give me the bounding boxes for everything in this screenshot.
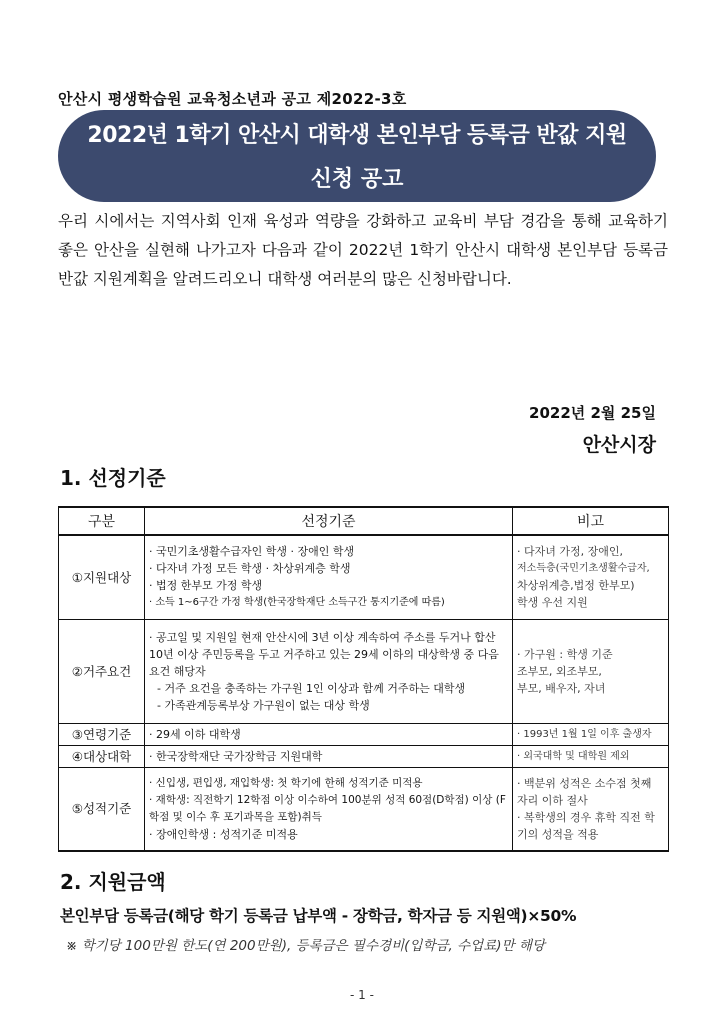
- title-banner: [58, 110, 656, 202]
- remark-line: 차상위계층,법정 한부모): [517, 579, 635, 593]
- column-header: 선정기준: [145, 507, 513, 535]
- remark-line: 부모, 배우자, 자녀: [517, 681, 606, 695]
- title-line-1: 2022년 1학기 안산시 대학생 본인부담 등록금 반값 지원: [87, 123, 627, 148]
- column-header: 구분: [59, 507, 145, 535]
- notice-date: 2022년 2월 25일: [529, 404, 656, 422]
- remark-line: · 가구원 : 학생 기준: [517, 647, 613, 661]
- intro-paragraph: 우리 시에서는 지역사회 인재 육성과 역량을 강화하고 교육비 부담 경감을 통해 교육하기 좋은 안산을 실현해 나가고자 다음과 같이 2022년 1학기 안산시 대학생 본인부담 등록금 반값 지원계획을 알려드리오니 대학생 여러분의 많은 신청바랍니다.: [58, 212, 668, 288]
- row-category: ③연령기준: [59, 723, 145, 745]
- criteria-line: · 소득 1~6구간 가정 학생(한국장학재단 소득구간 통지기준에 따름): [149, 597, 445, 609]
- criteria-line: · 법정 한부모 가정 학생: [149, 579, 263, 593]
- row-remarks: [513, 619, 669, 723]
- row-category: ②거주요건: [59, 619, 145, 723]
- row-remarks: [513, 723, 669, 745]
- row-category: ①지원대상: [59, 535, 145, 619]
- criteria-line: - 거주 요건을 충족하는 가구원 1인 이상과 함께 거주하는 대학생: [157, 681, 466, 695]
- row-category: ④대상대학: [59, 745, 145, 767]
- notice-number: 안산시 평생학습원 교육청소년과 공고 제2022-3호: [58, 90, 407, 108]
- table-header-row: [59, 507, 669, 535]
- table-row: [59, 535, 669, 619]
- remark-line: · 1993년 1월 1일 이후 출생자: [517, 728, 652, 740]
- remark-line: · 복학생의 경우 휴학 직전 학기의 성적을 적용: [517, 810, 655, 841]
- row-criteria: [145, 767, 513, 851]
- criteria-line: · 재학생: 직전학기 12학점 이상 이수하여 100분위 성적 60점(D학점) 이상 (F학점 및 이수 후 포기과목을 포함)취득: [149, 793, 506, 823]
- table-row: [59, 723, 669, 745]
- column-header: 비고: [513, 507, 669, 535]
- criteria-line: · 한국장학재단 국가장학금 지원대학: [149, 749, 323, 763]
- table-row: [59, 619, 669, 723]
- criteria-line: · 장애인학생 : 성적기준 미적용: [149, 827, 298, 841]
- section-1-heading: 1. 선정기준: [60, 466, 166, 490]
- remark-line: 조부모, 외조부모,: [517, 664, 602, 678]
- row-category: ⑤성적기준: [59, 767, 145, 851]
- row-criteria: [145, 745, 513, 767]
- criteria-line: · 공고일 및 지원일 현재 안산시에 3년 이상 계속하여 주소를 두거나 합산 10년 이상 주민등록을 두고 거주하고 있는 29세 이하의 대상학생 중 다음 요건 해당자: [149, 630, 499, 678]
- criteria-line: · 국민기초생활수급자인 학생 · 장애인 학생: [149, 545, 355, 559]
- row-remarks: [513, 745, 669, 767]
- remark-line: · 다자녀 가정, 장애인,: [517, 545, 623, 559]
- support-amount-note: ※ 학기당 100만원 한도(연 200만원), 등록금은 필수경비(입학금, 수업료)만 해당: [66, 938, 545, 954]
- table-row: [59, 745, 669, 767]
- row-criteria: [145, 535, 513, 619]
- table-row: [59, 767, 669, 851]
- remark-line: · 백분위 성적은 소수점 첫째 자리 이하 절사: [517, 776, 652, 807]
- title-line-2: 신청 공고: [310, 167, 404, 192]
- section-2-heading: 2. 지원금액: [60, 870, 166, 894]
- criteria-line: - 가족관계등록부상 가구원이 없는 대상 학생: [157, 698, 370, 712]
- criteria-line: · 신입생, 편입생, 재입학생: 첫 학기에 한해 성적기준 미적용: [149, 776, 423, 789]
- remark-line: 저소득층(국민기초생활수급자,: [517, 563, 650, 575]
- criteria-table: [58, 506, 669, 852]
- support-amount: 본인부담 등록금(해당 학기 등록금 납부액 - 장학금, 학자금 등 지원액)×50%: [60, 907, 577, 925]
- remark-line: 학생 우선 지원: [517, 596, 588, 610]
- remark-line: · 외국대학 및 대학원 제외: [517, 750, 630, 762]
- issuer: 안산시장: [582, 434, 656, 456]
- row-criteria: [145, 619, 513, 723]
- criteria-line: · 다자녀 가정 모든 학생 · 차상위계층 학생: [149, 562, 351, 576]
- criteria-line: · 29세 이하 대학생: [149, 727, 241, 741]
- row-remarks: [513, 535, 669, 619]
- row-criteria: [145, 723, 513, 745]
- row-remarks: [513, 767, 669, 851]
- page-number: - 1 -: [350, 988, 374, 1002]
